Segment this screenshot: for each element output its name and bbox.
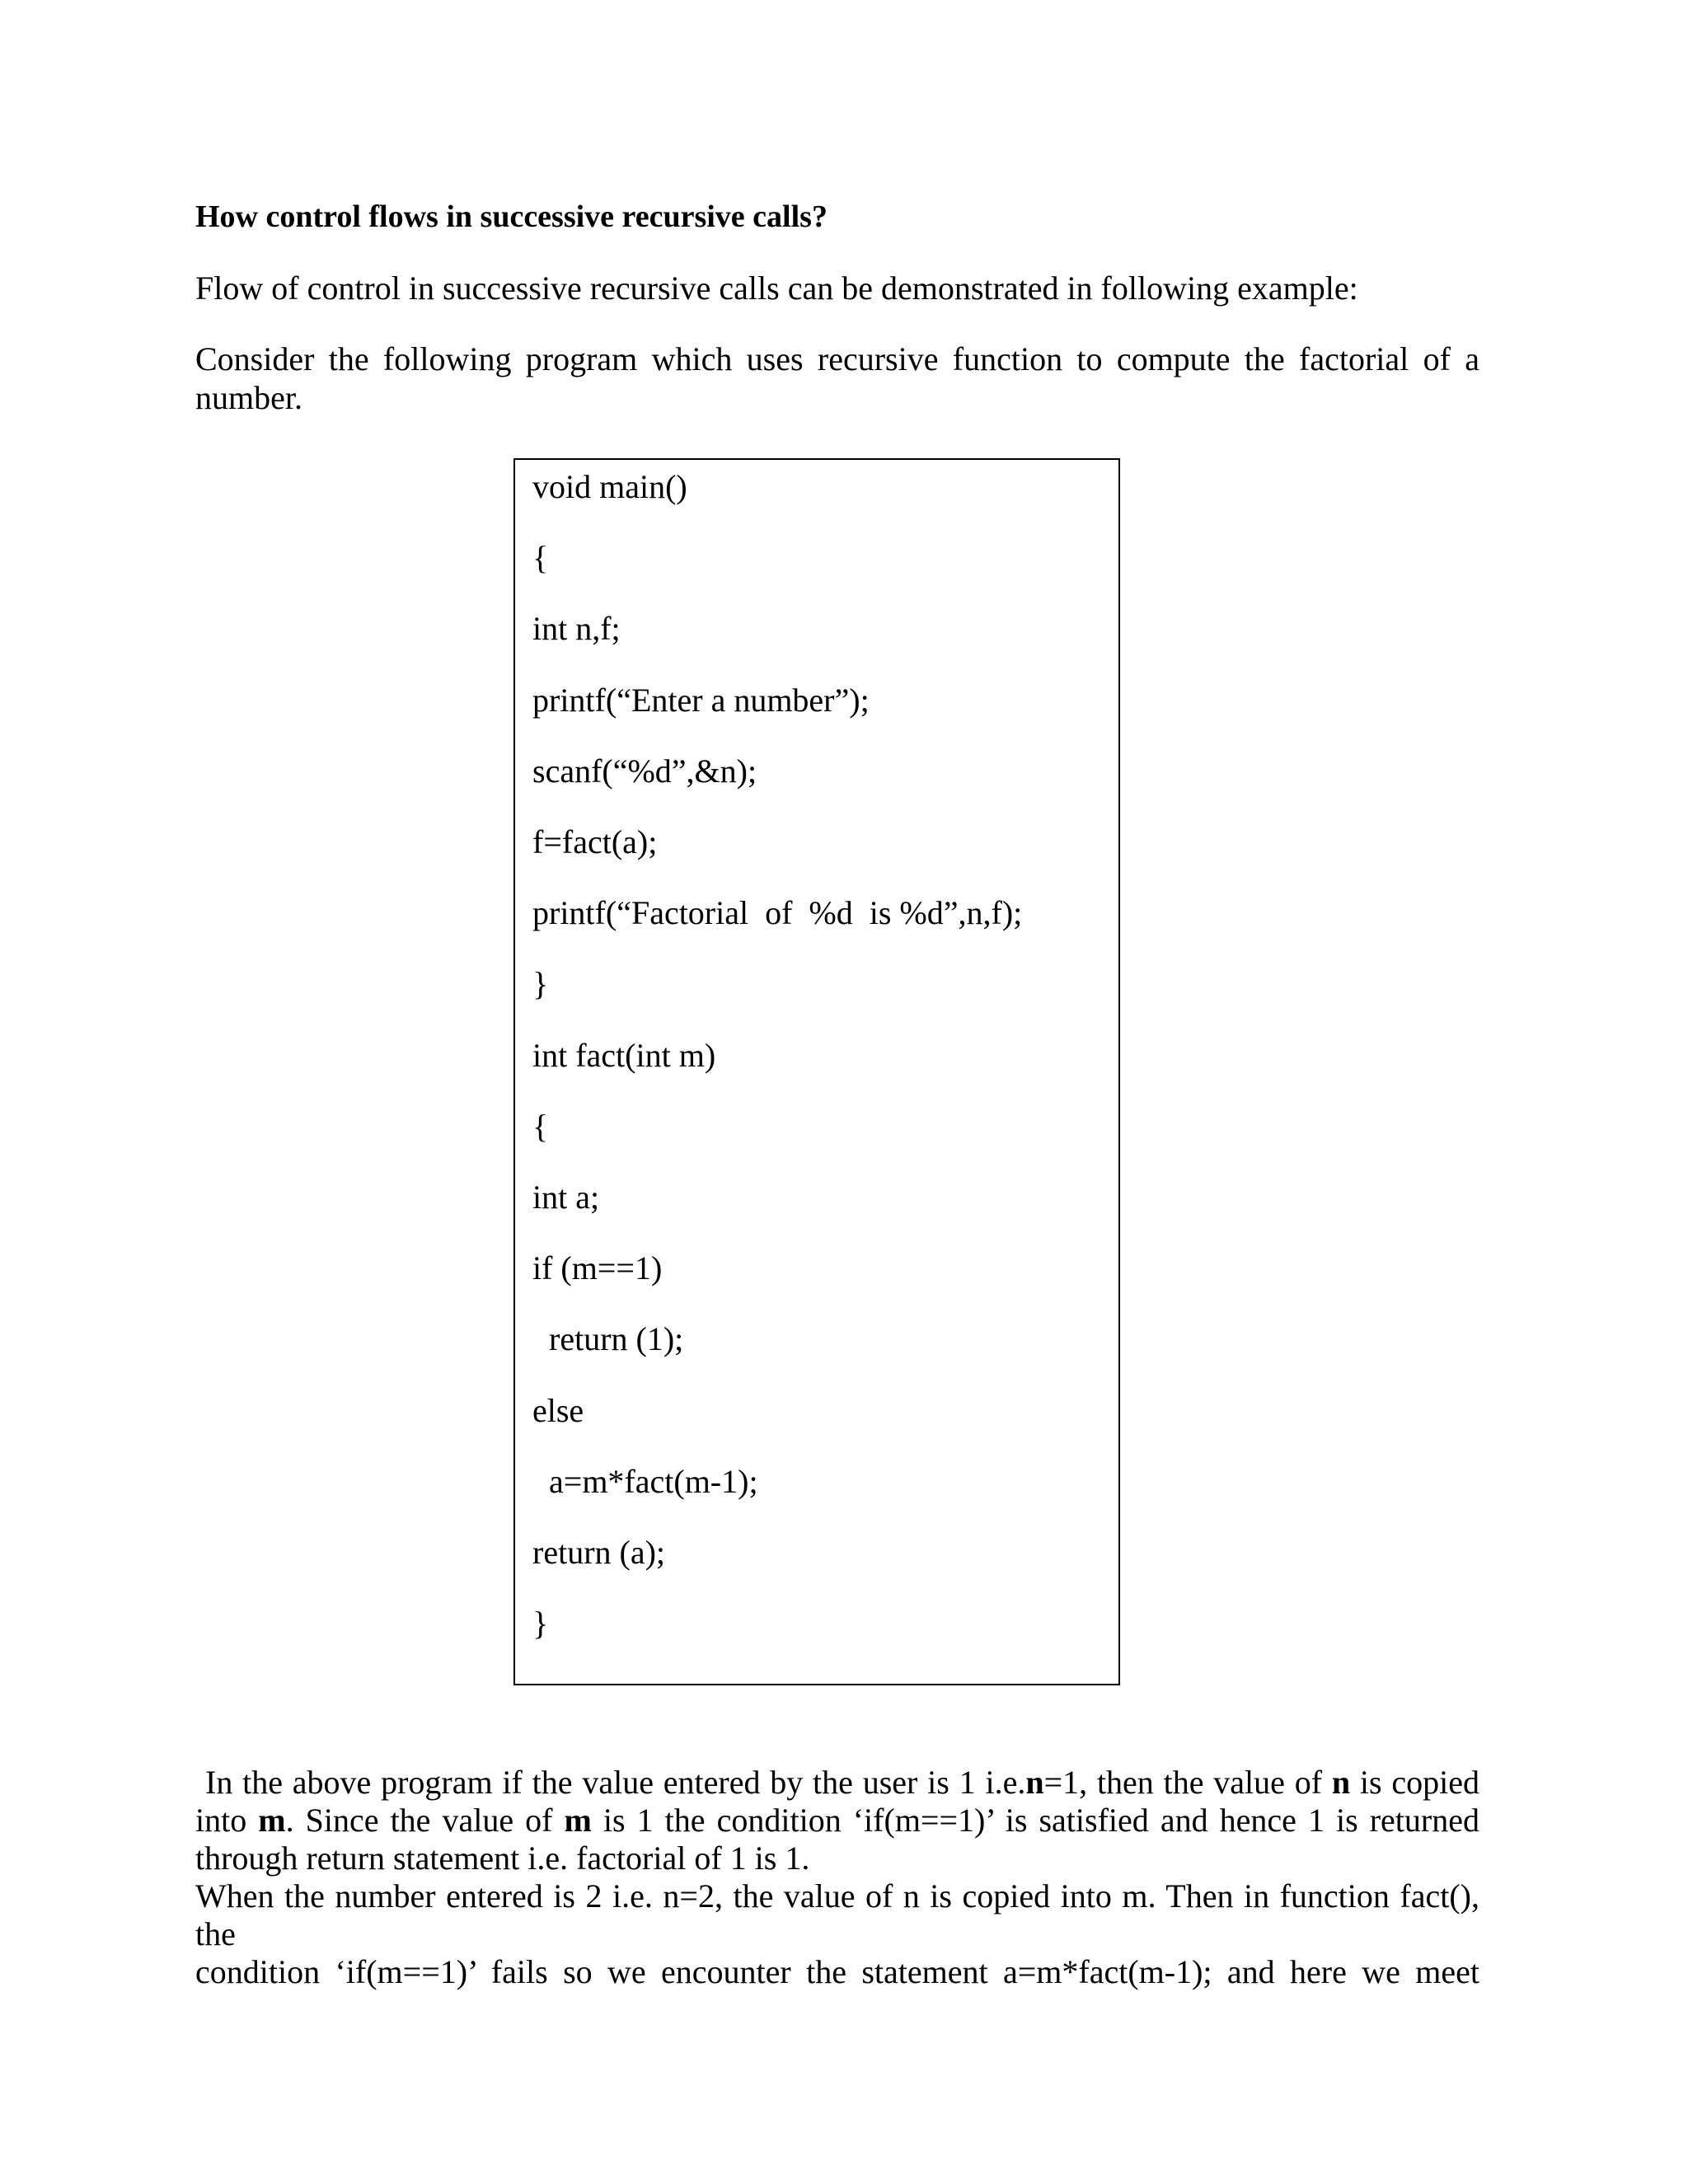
bold-variable: m <box>258 1802 286 1839</box>
explanation-line-4: When the number entered is 2 i.e. n=2, the value of n is copied into m. Then in function fact(), the <box>195 1877 1479 1952</box>
code-line: } <box>532 965 549 1002</box>
explanation-line-5: condition ‘if(m==1)’ fails so we encounter the statement a=m*fact(m-1); and here we meet <box>195 1953 1479 1990</box>
code-line: { <box>532 539 549 576</box>
code-line: if (m==1) <box>532 1249 663 1286</box>
code-listing-box <box>513 458 1120 1685</box>
explanation-text: . Since the value of <box>285 1802 565 1839</box>
code-line: printf(“Factorial of %d is %d”,n,f); <box>532 894 1023 931</box>
code-line: int n,f; <box>532 610 621 647</box>
code-line: a=m*fact(m-1); <box>549 1463 758 1500</box>
explanation-text: into <box>195 1802 259 1839</box>
code-line: int fact(int m) <box>532 1037 716 1074</box>
code-line: } <box>532 1605 549 1642</box>
code-line: printf(“Enter a number”); <box>532 682 870 719</box>
explanation-paragraph <box>195 1764 1479 1991</box>
bold-variable: n <box>1331 1764 1351 1801</box>
explanation-text: is 1 the condition ‘if(m==1)’ is satisfied and hence 1 is returned <box>591 1802 1479 1839</box>
code-line: f=fact(a); <box>532 823 658 860</box>
code-line: return (1); <box>549 1320 684 1357</box>
consider-paragraph: Consider the following program which uses recursive function to compute the factorial of a number. <box>195 340 1479 416</box>
code-line: int a; <box>532 1179 600 1216</box>
bold-variable: m <box>564 1802 592 1839</box>
code-line: { <box>532 1108 549 1145</box>
intro-paragraph: Flow of control in successive recursive calls can be demonstrated in following example: <box>195 269 1358 307</box>
code-line: else <box>532 1392 584 1429</box>
bold-variable: n <box>1025 1764 1044 1801</box>
section-heading: How control flows in successive recursive calls? <box>195 199 828 234</box>
code-line: void main() <box>532 468 687 505</box>
explanation-text: In the above program if the value entered by the user is 1 i.e. <box>205 1764 1026 1801</box>
code-line: return (a); <box>532 1534 666 1571</box>
explanation-line-3: through return statement i.e. factorial of 1 is 1. <box>195 1840 810 1877</box>
explanation-text: is copied <box>1350 1764 1480 1801</box>
explanation-line-1 <box>195 1764 1479 1802</box>
explanation-line-2 <box>195 1802 1479 1840</box>
code-line: scanf(“%d”,&n); <box>532 752 757 790</box>
explanation-text: =1, then the value of <box>1043 1764 1332 1801</box>
